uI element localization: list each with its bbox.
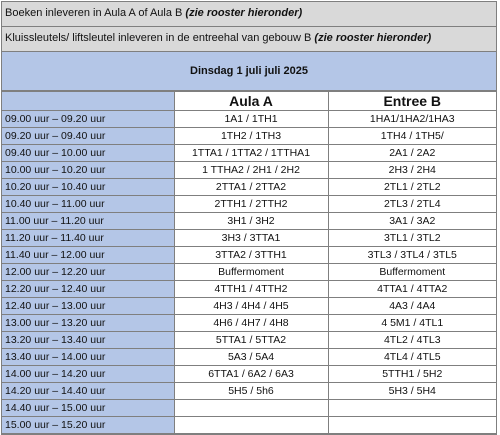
table-row (2, 230, 496, 247)
entree-b-cell: 2TL1 / 2TL2 (328, 179, 496, 196)
entree-b-cell: 3A1 / 3A2 (328, 213, 496, 230)
aula-a-cell: 2TTH1 / 2TTH2 (174, 196, 328, 213)
table-row (2, 111, 496, 128)
entree-b-cell: 4TL2 / 4TL3 (328, 332, 496, 349)
entree-b-cell: 2H3 / 2H4 (328, 162, 496, 179)
time-cell: 12.20 uur – 12.40 uur (2, 281, 174, 298)
entree-b-cell: 5TTH1 / 5H2 (328, 366, 496, 383)
entree-b-cell: 4TTA1 / 4TTA2 (328, 281, 496, 298)
entree-b-cell: 3TL1 / 3TL2 (328, 230, 496, 247)
aula-a-cell: 1TTA1 / 1TTA2 / 1TTHA1 (174, 145, 328, 162)
schedule-sheet (1, 1, 497, 435)
time-cell: 14.40 uur – 15.00 uur (2, 400, 174, 417)
time-cell: 13.00 uur – 13.20 uur (2, 315, 174, 332)
aula-a-cell (174, 417, 328, 434)
time-cell: 11.00 uur – 11.20 uur (2, 213, 174, 230)
table-row (2, 366, 496, 383)
note-books-emphasis: (zie rooster hieronder) (185, 7, 303, 19)
entree-b-cell (328, 400, 496, 417)
entree-b-cell: 4TL4 / 4TL5 (328, 349, 496, 366)
aula-a-cell: 3TTA2 / 3TTH1 (174, 247, 328, 264)
table-row (2, 264, 496, 281)
entree-b-cell: 2A1 / 2A2 (328, 145, 496, 162)
aula-a-cell: 1TH2 / 1TH3 (174, 128, 328, 145)
time-cell: 14.20 uur – 14.40 uur (2, 383, 174, 400)
time-cell: 09.00 uur – 09.20 uur (2, 111, 174, 128)
schedule-title: Dinsdag 1 juli juli 2025 (2, 52, 496, 91)
entree-b-cell: 4A3 / 4A4 (328, 298, 496, 315)
aula-a-cell: 4H6 / 4H7 / 4H8 (174, 315, 328, 332)
time-cell: 13.20 uur – 13.40 uur (2, 332, 174, 349)
entree-b-cell: 3TL3 / 3TL4 / 3TL5 (328, 247, 496, 264)
schedule-table (2, 91, 496, 434)
aula-a-cell: 1A1 / 1TH1 (174, 111, 328, 128)
aula-a-cell: 4TTH1 / 4TTH2 (174, 281, 328, 298)
header-entree-b: Entree B (328, 92, 496, 111)
time-cell: 15.00 uur – 15.20 uur (2, 417, 174, 434)
entree-b-cell: 1TH4 / 1TH5/ (328, 128, 496, 145)
entree-b-cell (328, 417, 496, 434)
time-cell: 11.20 uur – 11.40 uur (2, 230, 174, 247)
note-keys-text: Kluissleutels/ liftsleutel inleveren in de entreehal van gebouw B (5, 32, 315, 44)
time-cell: 12.40 uur – 13.00 uur (2, 298, 174, 315)
entree-b-cell: 4 5M1 / 4TL1 (328, 315, 496, 332)
table-row (2, 196, 496, 213)
aula-a-cell: 3H3 / 3TTA1 (174, 230, 328, 247)
time-cell: 14.00 uur – 14.20 uur (2, 366, 174, 383)
table-row (2, 349, 496, 366)
entree-b-cell: 5H3 / 5H4 (328, 383, 496, 400)
table-row (2, 315, 496, 332)
aula-a-cell: 5TTA1 / 5TTA2 (174, 332, 328, 349)
table-row (2, 179, 496, 196)
note-keys (2, 27, 496, 52)
table-row (2, 162, 496, 179)
note-books-text: Boeken inleveren in Aula A of Aula B (5, 7, 186, 19)
aula-a-cell: 6TTA1 / 6A2 / 6A3 (174, 366, 328, 383)
aula-a-cell: 2TTA1 / 2TTA2 (174, 179, 328, 196)
time-cell: 12.00 uur – 12.20 uur (2, 264, 174, 281)
time-cell: 11.40 uur – 12.00 uur (2, 247, 174, 264)
time-cell: 09.40 uur – 10.00 uur (2, 145, 174, 162)
entree-b-cell: Buffermoment (328, 264, 496, 281)
table-row (2, 247, 496, 264)
table-row (2, 383, 496, 400)
time-cell: 10.40 uur – 11.00 uur (2, 196, 174, 213)
table-row (2, 128, 496, 145)
table-row (2, 417, 496, 434)
aula-a-cell: 5H5 / 5h6 (174, 383, 328, 400)
aula-a-cell: 3H1 / 3H2 (174, 213, 328, 230)
table-row (2, 298, 496, 315)
table-row (2, 332, 496, 349)
aula-a-cell (174, 400, 328, 417)
time-cell: 13.40 uur – 14.00 uur (2, 349, 174, 366)
entree-b-cell: 1HA1/1HA2/1HA3 (328, 111, 496, 128)
header-time (2, 92, 174, 111)
table-header-row (2, 92, 496, 111)
aula-a-cell: 1 TTHA2 / 2H1 / 2H2 (174, 162, 328, 179)
aula-a-cell: 4H3 / 4H4 / 4H5 (174, 298, 328, 315)
time-cell: 10.20 uur – 10.40 uur (2, 179, 174, 196)
table-row (2, 281, 496, 298)
table-body (2, 111, 496, 434)
header-aula-a: Aula A (174, 92, 328, 111)
note-books (2, 2, 496, 27)
table-row (2, 213, 496, 230)
time-cell: 09.20 uur – 09.40 uur (2, 128, 174, 145)
time-cell: 10.00 uur – 10.20 uur (2, 162, 174, 179)
table-row (2, 400, 496, 417)
aula-a-cell: Buffermoment (174, 264, 328, 281)
aula-a-cell: 5A3 / 5A4 (174, 349, 328, 366)
entree-b-cell: 2TL3 / 2TL4 (328, 196, 496, 213)
note-keys-emphasis: (zie rooster hieronder) (314, 32, 432, 44)
table-row (2, 145, 496, 162)
